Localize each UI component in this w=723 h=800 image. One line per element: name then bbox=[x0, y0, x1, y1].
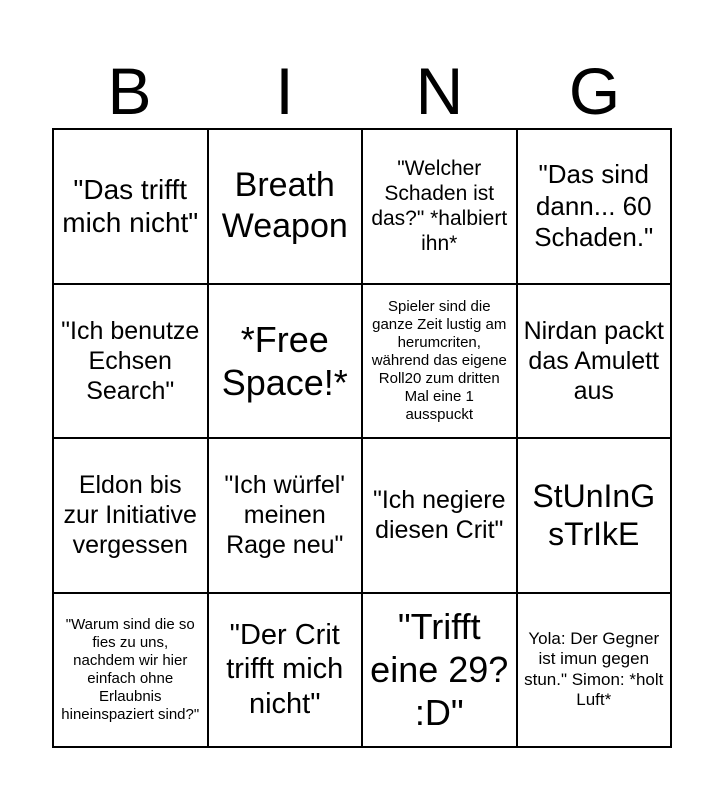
bingo-cell[interactable]: Eldon bis zur Initiative vergessen bbox=[54, 439, 209, 594]
bingo-cell[interactable]: "Ich würfel' meinen Rage neu" bbox=[209, 439, 364, 594]
bingo-cell[interactable]: Yola: Der Gegner ist imun gegen stun." Simon: *holt Luft* bbox=[518, 594, 673, 749]
bingo-header bbox=[52, 54, 672, 128]
bingo-grid bbox=[52, 128, 672, 748]
header-letter-i: I bbox=[275, 54, 294, 128]
bingo-cell[interactable]: "Ich benutze Echsen Search" bbox=[54, 285, 209, 440]
bingo-cell[interactable]: Nirdan packt das Amulett aus bbox=[518, 285, 673, 440]
header-letter-g: G bbox=[568, 54, 621, 128]
bingo-cell[interactable]: "Trifft eine 29? :D" bbox=[363, 594, 518, 749]
bingo-cell[interactable]: Spieler sind die ganze Zeit lustig am herumcriten, während das eigene Roll20 zum dritten Mal eine 1 ausspuckt bbox=[363, 285, 518, 440]
bingo-cell[interactable]: Breath Weapon bbox=[209, 130, 364, 285]
header-letter-b: B bbox=[107, 54, 152, 128]
bingo-cell[interactable]: "Das sind dann... 60 Schaden." bbox=[518, 130, 673, 285]
bingo-cell[interactable]: "Ich negiere diesen Crit" bbox=[363, 439, 518, 594]
bingo-cell[interactable]: StUnInG sTrIkE bbox=[518, 439, 673, 594]
bingo-cell[interactable]: "Das trifft mich nicht" bbox=[54, 130, 209, 285]
header-letter-n: N bbox=[415, 54, 464, 128]
free-space-cell[interactable]: *Free Space!* bbox=[209, 285, 364, 440]
bingo-cell[interactable]: "Warum sind die so fies zu uns, nachdem wir hier einfach ohne Erlaubnis hineinspaziert sind?" bbox=[54, 594, 209, 749]
bingo-cell[interactable]: "Welcher Schaden ist das?" *halbiert ihn* bbox=[363, 130, 518, 285]
bingo-cell[interactable]: "Der Crit trifft mich nicht" bbox=[209, 594, 364, 749]
